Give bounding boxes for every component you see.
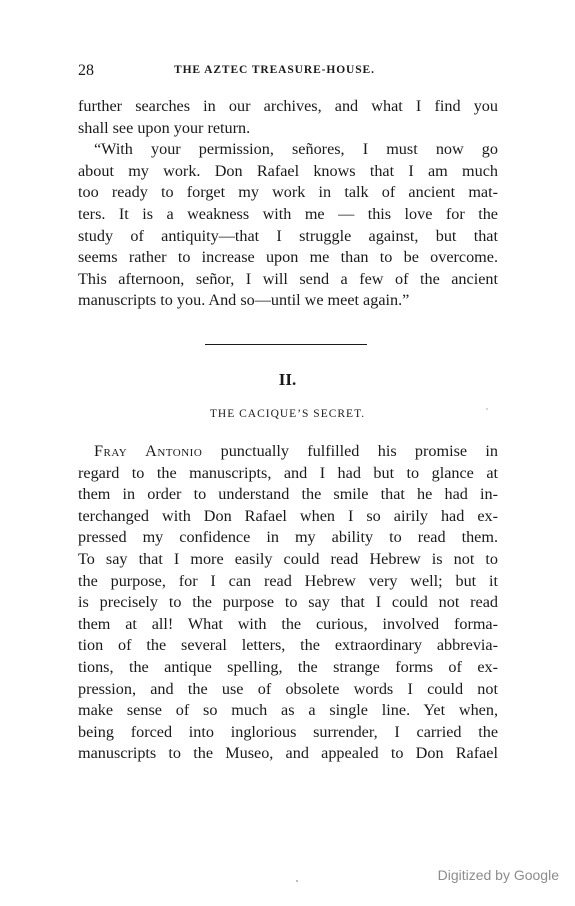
text-line: To say that I more easily could read Hebrew is not to	[78, 549, 498, 568]
text-line: about my work. Don Rafael knows that I am much	[78, 161, 498, 180]
text-line: terchanged with Don Rafael when I so airily had ex-	[78, 506, 498, 525]
text-line: the purpose, for I can read Hebrew very well; but it	[78, 571, 498, 590]
text-line: pression, and the use of obsolete words I could not	[78, 679, 498, 698]
opening-line-rest: punctually fulfilled his promise in	[202, 442, 498, 460]
text-line: being forced into inglorious surrender, I carried the	[78, 722, 498, 741]
text-line: them at all! What with the curious, involved forma-	[78, 614, 498, 633]
text-block-top	[78, 96, 498, 312]
text-line: ters. It is a weakness with me — this love for the	[78, 204, 498, 223]
text-block-section-ii	[78, 441, 498, 765]
running-header	[78, 62, 498, 82]
text-line: shall see upon your return.	[78, 118, 251, 137]
text-line: study of antiquity—that I struggle against, but that	[78, 226, 498, 245]
section-divider	[205, 344, 367, 345]
text-line: This afternoon, señor, I will send a few of the ancient	[78, 269, 498, 288]
scan-speck	[486, 408, 488, 410]
text-line: tions, the antique spelling, the strange forms of ex-	[78, 657, 498, 676]
page-number: 28	[78, 62, 94, 79]
section-number: II.	[278, 370, 297, 389]
text-line: them in order to understand the smile that he had in-	[78, 485, 498, 504]
text-line-opening	[78, 441, 498, 463]
text-line: further searches in our archives, and what I find you	[78, 97, 498, 115]
opening-words: Fray Antonio	[94, 442, 203, 460]
text-line: “With your permission, señores, I must now go	[94, 140, 498, 159]
section-title: THE CACIQUE’S SECRET.	[209, 408, 366, 420]
text-line: is precisely to the purpose to say that I could not read	[78, 593, 498, 612]
digitizer-watermark: Digitized by Google	[437, 867, 559, 883]
text-line: make sense of so much as a single line. Yet when,	[78, 701, 498, 720]
scan-speck	[296, 880, 298, 882]
text-line: regard to the manuscripts, and I had but to glance at	[78, 463, 498, 482]
text-line: manuscripts to you. And so—until we meet again.”	[78, 291, 410, 310]
text-line: pressed my confidence in my ability to read them.	[78, 528, 498, 547]
text-line: too ready to forget my work in talk of ancient mat-	[78, 183, 498, 202]
text-line: tion of the several letters, the extraordinary abbrevia-	[78, 636, 498, 655]
text-line: manuscripts to the Museo, and appealed to Don Rafael	[78, 744, 498, 763]
text-line: seems rather to increase upon me than to be overcome.	[78, 248, 498, 267]
running-title: THE AZTEC TREASURE-HOUSE.	[174, 64, 375, 76]
